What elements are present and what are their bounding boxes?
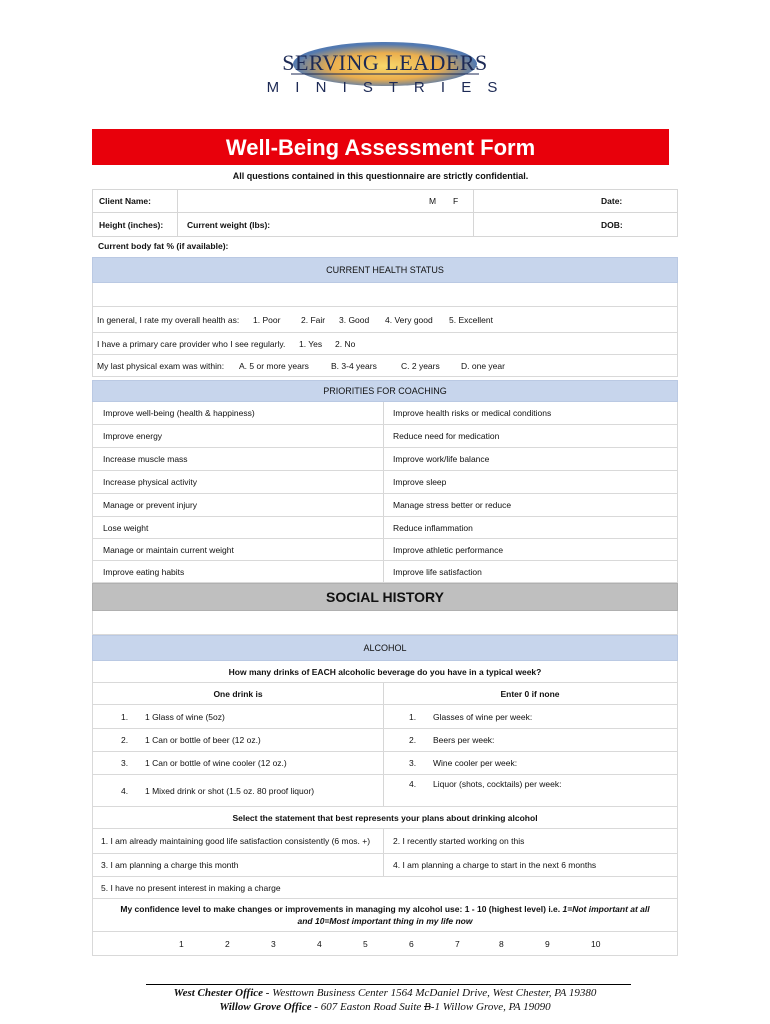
health-option-very-good[interactable]: 4. Very good [385,314,433,325]
priority-option-right[interactable]: Reduce inflammation [393,522,473,533]
drink-number: 2. [121,735,129,745]
drink-description: 1 Glass of wine (5oz) [145,711,225,722]
priority-option-right[interactable]: Manage stress better or reduce [393,500,512,510]
drink-description: 1 Can or bottle of wine cooler (12 oz.) [145,758,287,768]
footer-divider [146,984,631,985]
priority-option-left[interactable]: Improve energy [103,431,163,441]
health-option-poor[interactable]: 1. Poor [253,314,281,325]
priority-row [92,402,678,425]
health-option-good[interactable]: 3. Good [339,314,370,325]
drink-entry-label[interactable]: Wine cooler per week: [433,758,518,768]
drink-row [92,775,678,807]
exam-option-a[interactable]: A. 5 or more years [239,360,309,371]
confidence-scale-option[interactable]: 4 [317,938,322,949]
health-rating-row [92,307,678,333]
alcohol-question: How many drinks of EACH alcoholic beverage do you have in a typical week? [228,666,542,677]
plans-header: Select the statement that best represents your plans about drinking alcohol [232,812,538,823]
plan-option-1[interactable]: 1. I am already maintaining good life satisfaction consistently (6 mos. +) [101,836,371,846]
priority-option-left[interactable]: Increase muscle mass [103,454,188,464]
footer-west-chester: West Chester Office - Westtown Business Center 1564 McDaniel Drive, West Chester, PA 19380 [173,987,597,999]
logo-line1: SERVING LEADERS [282,50,488,75]
drink-entry-label[interactable]: Liquor (shots, cocktails) per week: [433,779,562,789]
drink-entry-number: 2. [409,735,417,745]
alcohol-header: ALCOHOL [92,635,678,661]
one-drink-label: One drink is [213,688,263,699]
plan-option-4[interactable]: 4. I am planning a charge to start in the next 6 months [393,860,597,870]
confidence-scale-option[interactable]: 7 [455,938,460,949]
exam-option-b[interactable]: B. 3-4 years [331,360,377,371]
confidence-question: My confidence level to make changes or improvements in managing my alcohol use: 1 - 10 (highest level) i.e. 1=Not important at all and 10=Most important thing in my life now [120,904,650,926]
priority-row [92,471,678,494]
priority-row [92,561,678,583]
drink-columns-row [92,683,678,705]
social-history-header: SOCIAL HISTORY [92,583,678,611]
drink-entry-number: 1. [409,711,417,722]
confidence-scale-option[interactable]: 9 [545,938,550,949]
confidence-scale-option[interactable]: 10 [591,938,601,949]
client-row-2 [92,213,678,237]
blank-row [92,611,678,635]
alcohol-question-row [92,661,678,683]
enter-zero-label: Enter 0 if none [500,688,560,699]
priority-option-left[interactable]: Lose weight [103,522,149,533]
plans-header-row [92,807,678,829]
priorities-header: PRIORITIES FOR COACHING [92,380,678,402]
plan-option-5[interactable]: 5. I have no present interest in making a charge [101,882,281,893]
confidence-scale-option[interactable]: 1 [179,938,184,949]
form-title: Well-Being Assessment Form [92,129,669,165]
priority-row [92,517,678,539]
priority-row [92,494,678,517]
confidence-scale-row [92,932,678,956]
priority-option-right[interactable]: Improve sleep [393,477,447,487]
priority-option-left[interactable]: Improve eating habits [103,566,185,577]
confidence-scale-option[interactable]: 6 [409,938,414,949]
health-option-excellent[interactable]: 5. Excellent [449,314,493,325]
drink-row [92,752,678,775]
health-rating-question: In general, I rate my overall health as: [97,314,240,325]
priority-row [92,448,678,471]
priority-option-right[interactable]: Reduce need for medication [393,431,500,441]
drink-row [92,729,678,752]
primary-care-no[interactable]: 2. No [335,338,356,349]
priority-option-left[interactable]: Manage or prevent injury [103,500,198,510]
current-health-header: CURRENT HEALTH STATUS [92,257,678,283]
date-label: Date: [601,196,623,206]
primary-care-question: I have a primary care provider who I see regularly. [97,338,286,349]
drink-number: 4. [121,785,129,796]
plans-row-2 [92,854,678,877]
client-name-field[interactable] [183,190,413,212]
client-name-label: Client Name: [99,196,151,206]
dob-field[interactable] [483,213,593,236]
priority-option-left[interactable]: Improve well-being (health & happiness) [103,408,255,418]
priority-option-left[interactable]: Manage or maintain current weight [103,544,234,555]
confidence-scale-option[interactable]: 8 [499,938,504,949]
physical-exam-row [92,355,678,377]
body-fat-label: Current body fat % (if available): [98,241,229,251]
primary-care-yes[interactable]: 1. Yes [299,338,323,349]
date-field[interactable] [483,190,593,212]
priority-option-right[interactable]: Improve life satisfaction [393,566,482,577]
priority-option-left[interactable]: Increase physical activity [103,477,198,487]
logo-line2: M I N I S T R I E S [266,79,504,96]
priority-row [92,425,678,448]
drink-number: 1. [121,711,129,722]
primary-care-row [92,333,678,355]
dob-label: DOB: [601,219,623,230]
priority-option-right[interactable]: Improve athletic performance [393,544,504,555]
footer-willow-grove: Willow Grove Office - 607 Easton Road Suite B-1 Willow Grove, PA 19090 [219,1001,551,1013]
drink-description: 1 Can or bottle of beer (12 oz.) [145,735,261,745]
health-option-fair[interactable]: 2. Fair [301,314,326,325]
priority-option-right[interactable]: Improve work/life balance [393,454,490,464]
sex-m-option[interactable]: M [429,196,437,206]
confidential-note: All questions contained in this questionnaire are strictly confidential. [232,171,529,181]
plan-option-2[interactable]: 2. I recently started working on this [393,836,525,846]
height-label: Height (inches): [99,219,164,230]
drink-entry-number: 4. [409,779,417,789]
priority-option-right[interactable]: Improve health risks or medical conditions [393,408,552,418]
blank-row [92,283,678,307]
plans-row-3 [92,877,678,899]
physical-exam-question: My last physical exam was within: [97,360,225,371]
client-row-1 [92,189,678,213]
drink-entry-label[interactable]: Glasses of wine per week: [433,711,533,722]
priority-row [92,539,678,561]
drink-entry-number: 3. [409,758,417,768]
plans-row-1 [92,829,678,854]
confidence-scale-option[interactable]: 5 [363,938,368,949]
exam-option-d[interactable]: D. one year [461,360,505,371]
confidence-scale-option[interactable]: 3 [271,938,276,949]
drink-description: 1 Mixed drink or shot (1.5 oz. 80 proof liquor) [145,785,315,796]
ministry-logo [0,38,770,96]
drink-entry-label[interactable]: Beers per week: [433,735,495,745]
drink-row [92,705,678,729]
sex-f-option[interactable]: F [453,196,459,206]
confidence-row [92,899,678,932]
plan-option-3[interactable]: 3. I am planning a charge this month [101,860,239,870]
drink-number: 3. [121,758,129,768]
confidence-scale-option[interactable]: 2 [225,938,230,949]
weight-label: Current weight (lbs): [187,219,271,230]
exam-option-c[interactable]: C. 2 years [401,360,440,371]
